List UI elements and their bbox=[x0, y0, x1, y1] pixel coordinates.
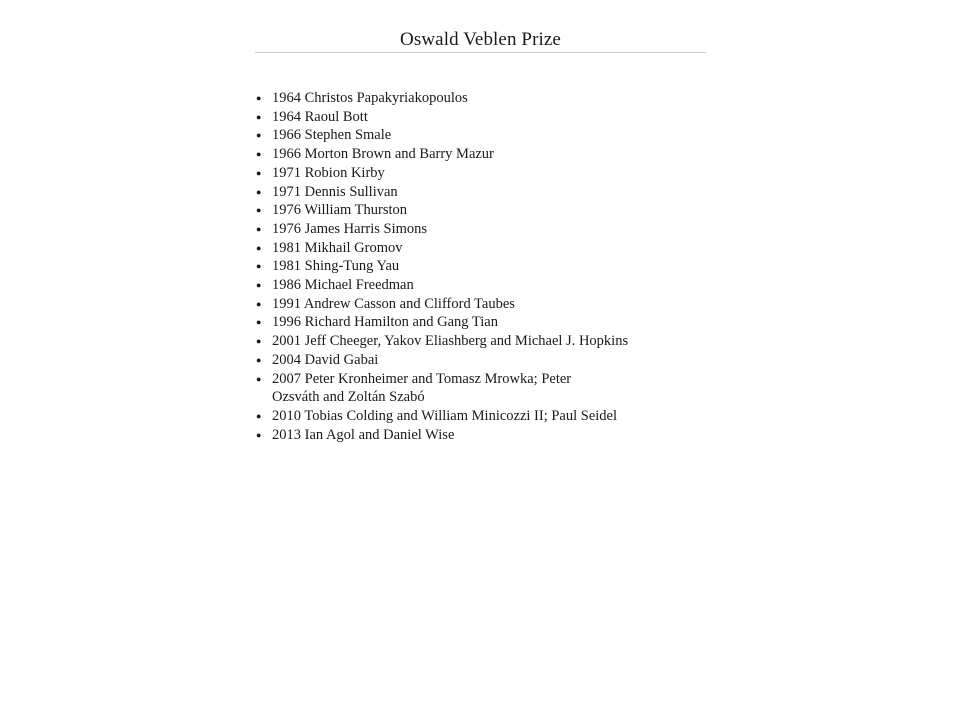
list-item bbox=[255, 351, 675, 370]
list-item bbox=[255, 183, 675, 202]
list-item bbox=[255, 220, 675, 239]
list-item bbox=[255, 426, 675, 445]
winner-text: 1981 Shing-Tung Yau bbox=[272, 258, 400, 275]
list-item bbox=[255, 89, 675, 108]
bullet-icon: ● bbox=[256, 167, 262, 178]
bullet-icon: ● bbox=[256, 354, 262, 365]
winner-text: 1971 Robion Kirby bbox=[272, 164, 385, 181]
winner-text: 1991 Andrew Casson and Clifford Taubes bbox=[272, 295, 515, 312]
winner-text: 1986 Michael Freedman bbox=[272, 277, 414, 294]
page-title: Oswald Veblen Prize bbox=[255, 28, 706, 53]
winner-text: 2001 Jeff Cheeger, Yakov Eliashberg and Michael J. Hopkins bbox=[272, 333, 629, 350]
winner-text: 2007 Peter Kronheimer and Tomasz Mrowka; Peter Ozsváth and Zoltán Szabó bbox=[272, 370, 572, 406]
list-item bbox=[255, 126, 675, 145]
winner-text: 1971 Dennis Sullivan bbox=[272, 183, 398, 200]
list-item bbox=[255, 407, 675, 426]
list-item bbox=[255, 332, 675, 351]
bullet-icon: ● bbox=[256, 261, 262, 272]
list-item bbox=[255, 370, 675, 407]
bullet-icon: ● bbox=[256, 111, 262, 122]
winner-text: 1976 William Thurston bbox=[272, 202, 408, 219]
bullet-icon: ● bbox=[256, 223, 262, 234]
winner-text: 1964 Raoul Bott bbox=[272, 108, 368, 125]
bullet-icon: ● bbox=[256, 130, 262, 141]
winner-text: 2013 Ian Agol and Daniel Wise bbox=[272, 426, 455, 443]
winner-text: 1981 Mikhail Gromov bbox=[272, 239, 403, 256]
bullet-icon: ● bbox=[256, 336, 262, 347]
bullet-icon: ● bbox=[256, 93, 262, 103]
bullet-icon: ● bbox=[256, 429, 262, 440]
list-item bbox=[255, 145, 675, 164]
list-item bbox=[255, 313, 675, 332]
list-item bbox=[255, 108, 675, 127]
winner-text: 1996 Richard Hamilton and Gang Tian bbox=[272, 314, 498, 331]
bullet-icon: ● bbox=[256, 298, 262, 309]
winner-text: 1976 James Harris Simons bbox=[272, 220, 428, 237]
bullet-icon: ● bbox=[256, 186, 262, 197]
bullet-icon: ● bbox=[256, 317, 262, 328]
list-item bbox=[255, 276, 675, 295]
list-item bbox=[255, 295, 675, 314]
winner-text: 1966 Morton Brown and Barry Mazur bbox=[272, 146, 494, 163]
bullet-icon: ● bbox=[256, 242, 262, 253]
list-item bbox=[255, 257, 675, 276]
winner-text: 2010 Tobias Colding and William Minicozzi II; Paul Seidel bbox=[272, 407, 618, 424]
list-item bbox=[255, 239, 675, 258]
bullet-icon: ● bbox=[256, 149, 262, 160]
winner-text: 1966 Stephen Smale bbox=[272, 127, 392, 144]
bullet-icon: ● bbox=[256, 410, 262, 421]
bullet-icon: ● bbox=[256, 373, 262, 384]
winner-text: 2004 David Gabai bbox=[272, 351, 379, 368]
bullet-icon: ● bbox=[256, 280, 262, 291]
list-item bbox=[255, 164, 675, 183]
bullet-icon: ● bbox=[256, 205, 262, 216]
winner-text: 1964 Christos Papakyriakopoulos bbox=[272, 90, 468, 106]
winner-list bbox=[255, 89, 675, 444]
document-page bbox=[255, 28, 706, 444]
list-item bbox=[255, 201, 675, 220]
